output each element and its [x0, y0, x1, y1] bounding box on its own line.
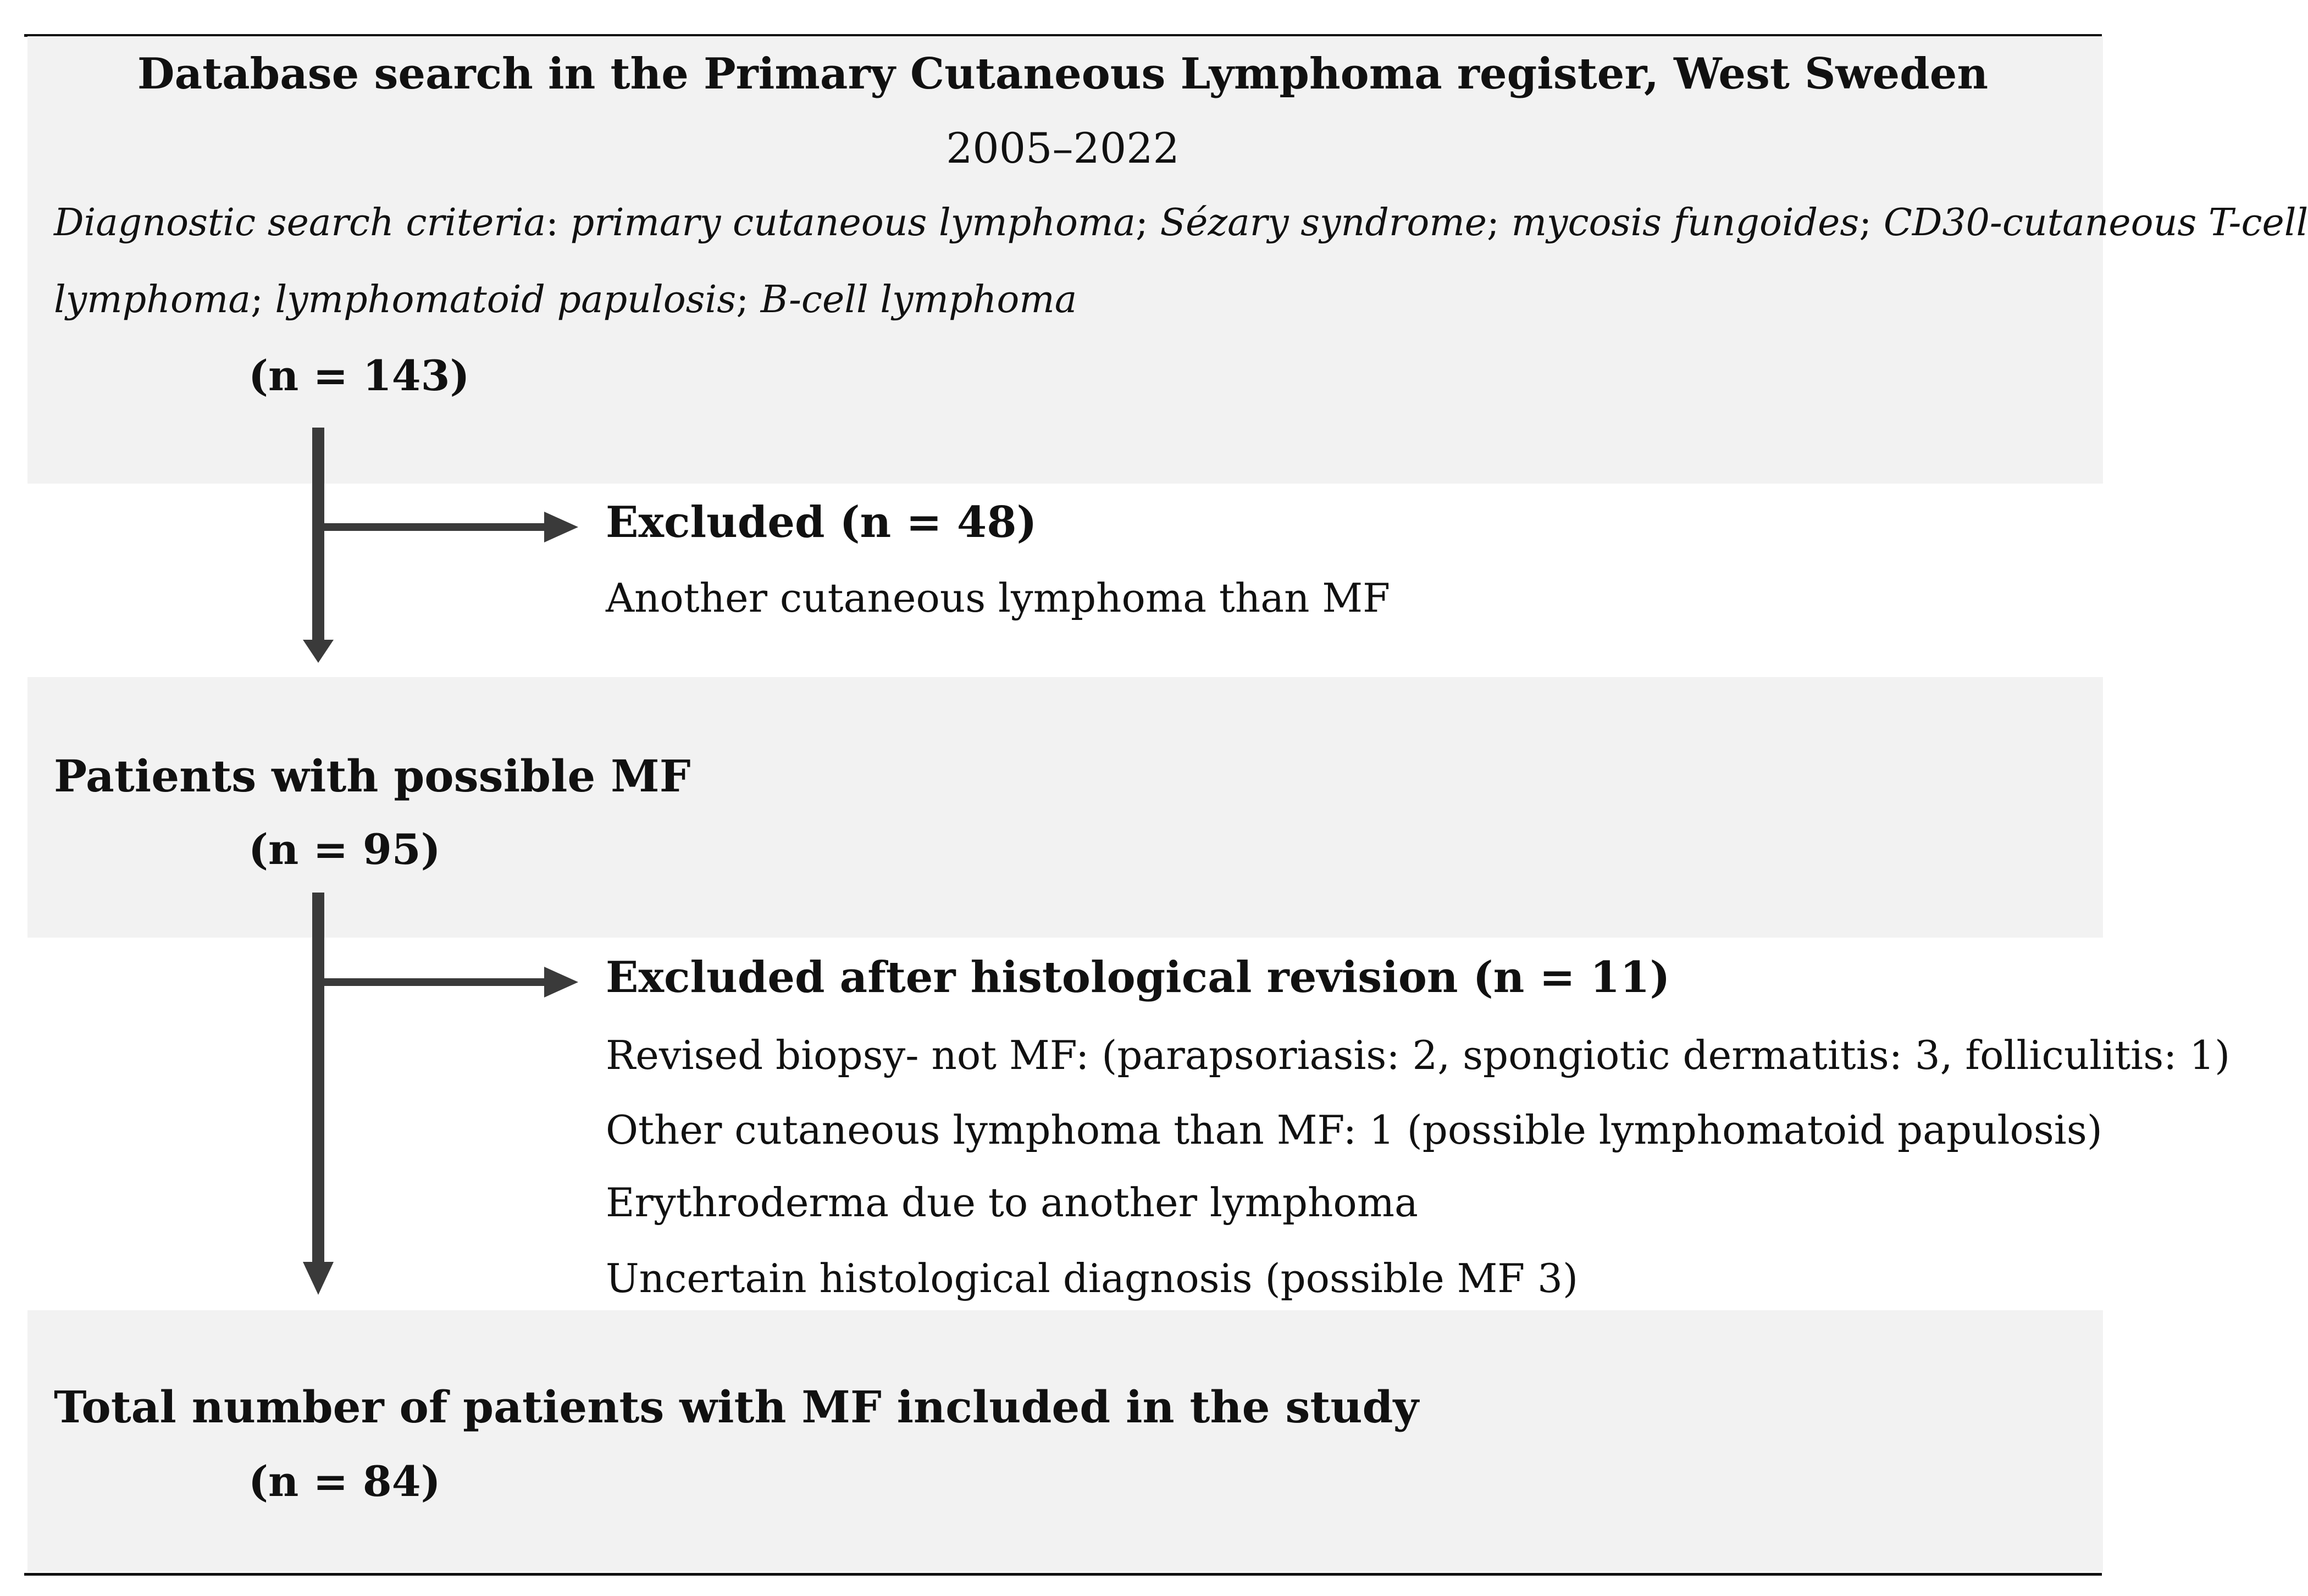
- exclusion-2-item: Other cutaneous lymphoma than MF: 1 (possible lymphomatoid papulosis): [606, 1107, 2102, 1153]
- exclusion-arrow-1-shaft: [324, 523, 550, 531]
- included-patients-title: Total number of patients with MF included in the study: [54, 1381, 1419, 1433]
- possible-mf-title: Patients with possible MF: [54, 750, 691, 802]
- database-search-title: Database search in the Primary Cutaneous Lymphoma register, West Sweden: [137, 49, 1989, 99]
- exclusion-2-item: Revised biopsy- not MF: (parapsoriasis: 2, spongiotic dermatitis: 3, folliculitis: 1): [606, 1032, 2230, 1078]
- main-arrow-1-head: [303, 640, 334, 663]
- main-arrow-1-shaft: [312, 428, 324, 645]
- exclusion-1-title: Excluded (n = 48): [606, 497, 1037, 547]
- exclusion-arrow-2-head: [544, 967, 578, 997]
- exclusion-arrow-1-head: [544, 512, 578, 542]
- exclusion-2-item: Uncertain histological diagnosis (possible MF 3): [606, 1255, 1579, 1301]
- search-criteria-line-1: Diagnostic search criteria: primary cutaneous lymphoma; Sézary syndrome; mycosis fungoides; CD30-cutaneous T-cell: [54, 201, 2308, 245]
- main-arrow-2-shaft: [312, 893, 324, 1267]
- possible-mf-count: (n = 95): [248, 825, 441, 874]
- bottom-rule: [24, 1573, 2102, 1576]
- exclusion-1-item: Another cutaneous lymphoma than MF: [606, 575, 1391, 621]
- database-search-count: (n = 143): [248, 351, 470, 400]
- exclusion-2-item: Erythroderma due to another lymphoma: [606, 1179, 1418, 1226]
- included-patients-count: (n = 84): [248, 1457, 441, 1506]
- main-arrow-2-head: [303, 1262, 334, 1295]
- search-years: 2005–2022: [946, 124, 1180, 173]
- exclusion-arrow-2-shaft: [324, 978, 550, 986]
- exclusion-2-title: Excluded after histological revision (n = 11): [606, 952, 1670, 1002]
- search-criteria-line-2: lymphoma; lymphomatoid papulosis; B-cell lymphoma: [54, 278, 1077, 322]
